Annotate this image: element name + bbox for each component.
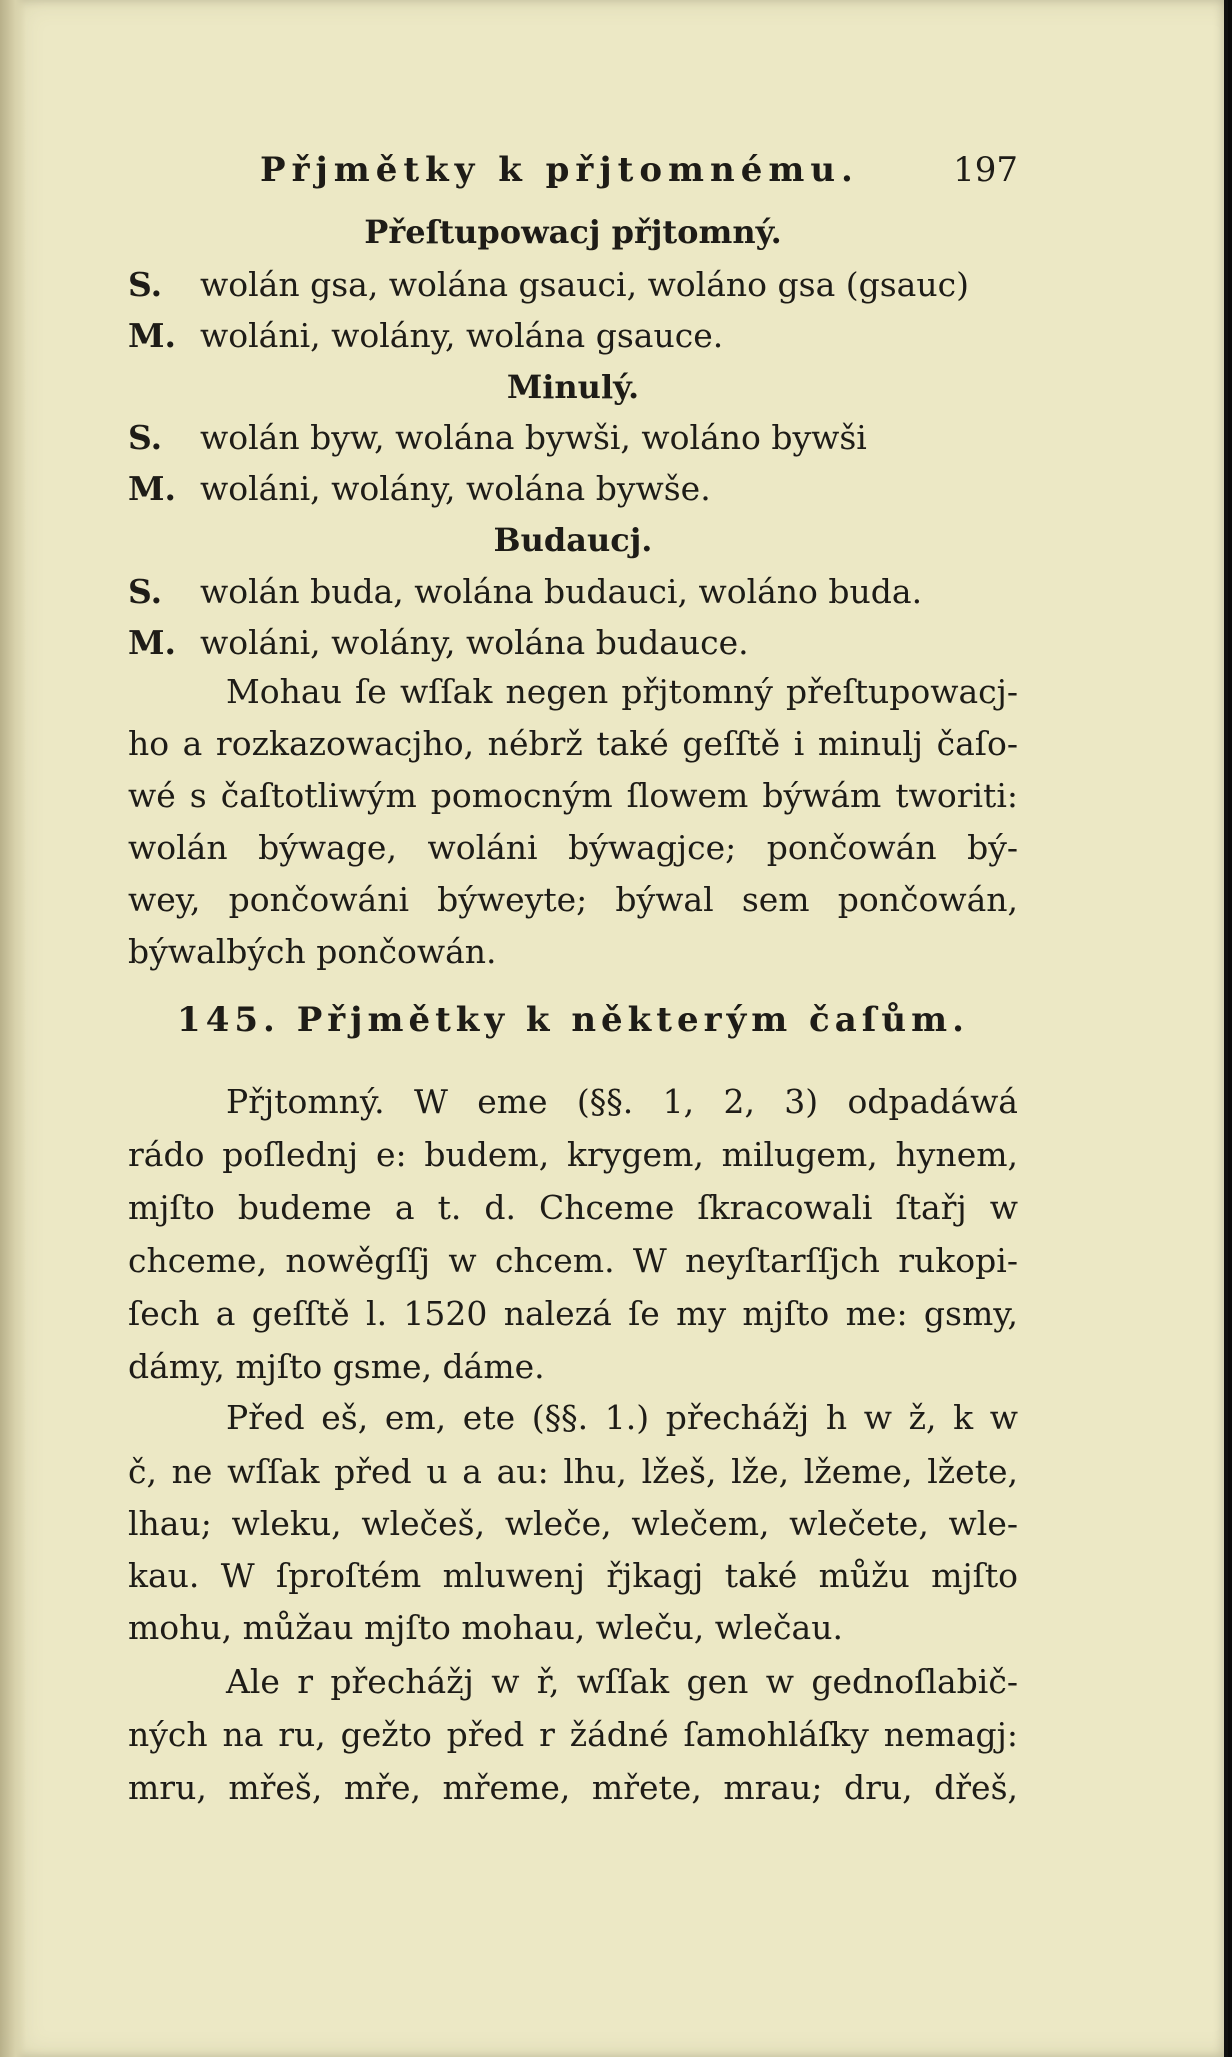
future-singular-forms: wolán buda, wolána budauci, woláno buda. [200,572,923,611]
running-head: Přjmětky k přjtomnému. [260,150,859,190]
text-line: wolán býwage, woláni býwagjce; pončowán bý- [128,828,1018,867]
text-line: ných na ru, gežto před r žádné ſamohláſky nemagj: [128,1715,1018,1754]
present-plural [128,314,1018,358]
plural-label: M. [128,623,177,662]
text-line: kau. W ſproſtém mluwenj řjkagj také můžu mjſto [128,1556,1018,1595]
text-line: wey, pončowáni býweyte; býwal sem pončowán, [128,880,1018,919]
past-singular-forms: wolán byw, wolána bywši, woláno bywši [200,418,867,457]
present-title: Přeſtupowacj přjtomný. [364,213,782,251]
past-singular [128,416,1018,460]
present-singular [128,263,1018,307]
text-line: lhau; wleku, wlečeš, wleče, wlečem, wlečete, wle- [128,1504,1018,1543]
section-heading: 145. Přjmětky k některým čaſům. [177,1000,969,1040]
text-line: mjſto budeme a t. d. Chceme ſkracowali ſtařj w [128,1188,1018,1227]
text-line: mohu, můžau mjſto mohau, wleču, wlečau. [128,1608,843,1647]
text-line: ſech a geſſtě l. 1520 nalezá ſe my mjſto me: gsmy, [128,1294,1018,1333]
singular-label: S. [128,418,163,457]
text-line: ho a rozkazowacjho, nébrž také geſſtě i minulj čaſo- [128,724,1018,763]
text-line: Mohau ſe wſſak negen přjtomný přeſtupowacj- [226,672,1018,711]
text-line: chceme, nowěgſſj w chcem. W neyſtarſſjch rukopi- [128,1241,1018,1280]
present-plural-forms: woláni, wolány, wolána gsauce. [200,316,724,355]
past-plural [128,467,1018,511]
text-line: č, ne wſſak před u a au: lhu, lžeš, lže, lžeme, lžete, [128,1452,1018,1491]
text-line: Přjtomný. W eme (§§. 1, 2, 3) odpadáwá [226,1082,1018,1121]
singular-label: S. [128,572,163,611]
past-plural-forms: woláni, wolány, wolána bywše. [200,469,711,508]
past-title: Minulý. [506,368,640,406]
page-gutter-shadow [0,0,26,2057]
plural-label: M. [128,469,177,508]
future-singular [128,570,1018,614]
text-line: Ale r přechážj w ř, wſſak gen w gednoſlabič- [226,1662,1018,1701]
future-title: Budaucj. [493,521,653,559]
singular-label: S. [128,265,163,304]
future-plural [128,621,1018,665]
text-line: mru, mřeš, mře, mřeme, mřete, mrau; dru, dřeš, [128,1768,1018,1807]
future-plural-forms: woláni, wolány, wolána budauce. [200,623,749,662]
page-edge [1224,0,1228,2057]
text-line: býwalbých pončowán. [128,932,497,971]
text-line: dámy, mjſto gsme, dáme. [128,1347,545,1386]
page-number: 197 [953,150,1018,190]
text-line: rádo poſlednj e: budem, krygem, milugem, hynem, [128,1135,1018,1174]
plural-label: M. [128,316,177,355]
text-line: Před eš, em, ete (§§. 1.) přechážj h w ž, k w [226,1398,1018,1437]
text-line: wé s čaſtotliwým pomocným ſlowem býwám tworiti: [128,776,1018,815]
present-singular-forms: wolán gsa, wolána gsauci, woláno gsa (gsauc) [200,265,969,304]
